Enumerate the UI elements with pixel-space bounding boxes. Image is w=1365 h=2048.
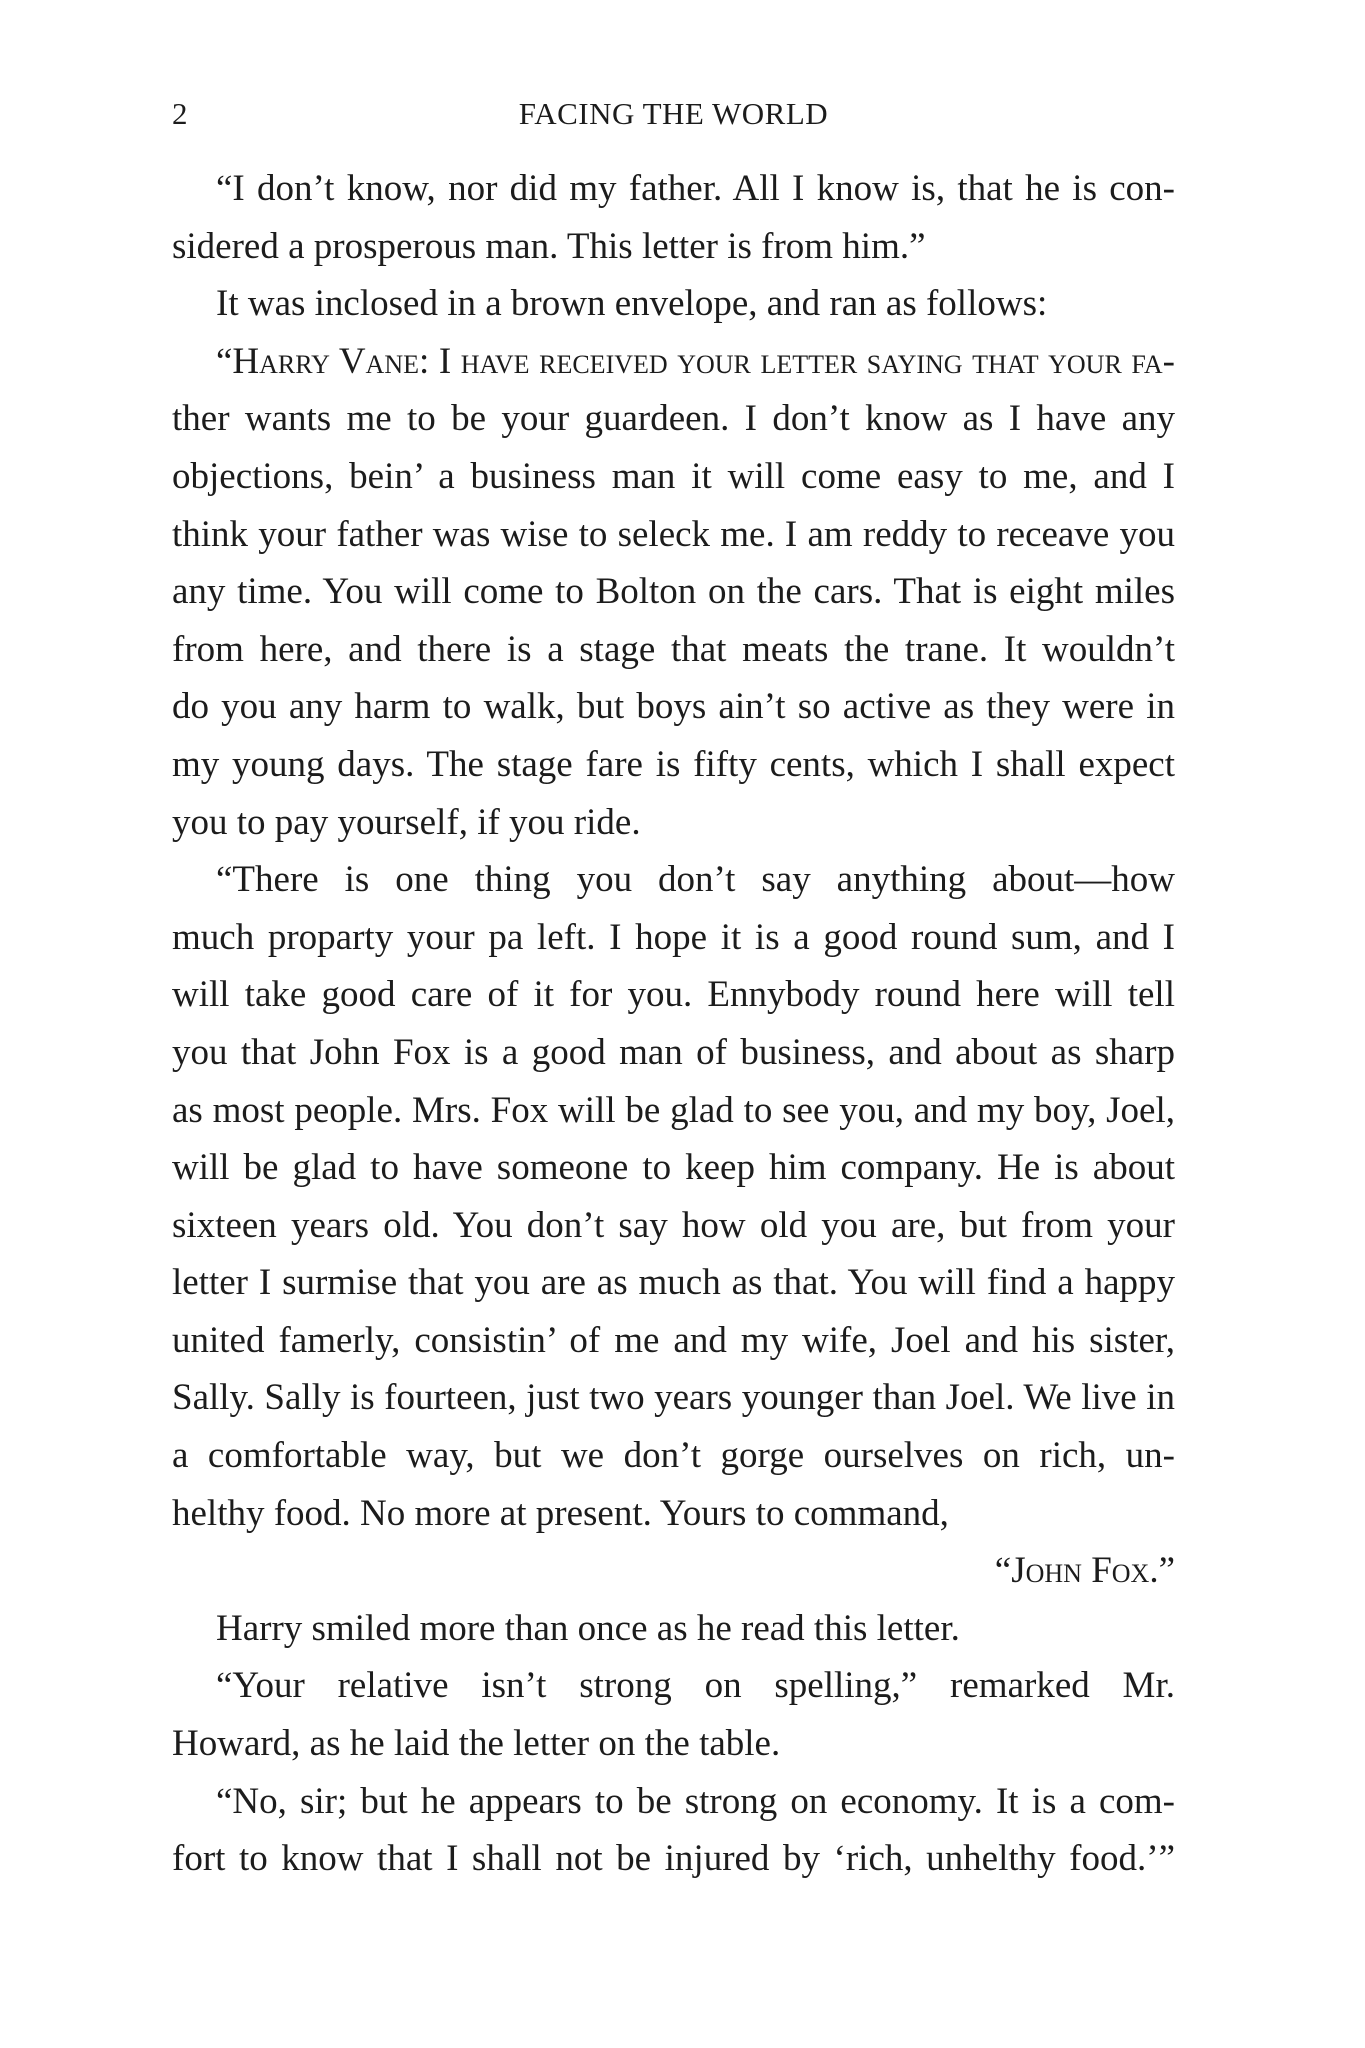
text-line: think your father was wise to seleck me. I am reddy to receave you [172, 513, 1175, 555]
text-line: sidered a prosperous man. This letter is from him.” [172, 225, 926, 267]
body-text [172, 160, 1175, 1888]
page-number: 2 [172, 96, 188, 131]
text-line: ther wants me to be your guardeen. I don’t know as I have any [172, 398, 1175, 440]
text-line: helthy food. No more at present. Yours to command, [172, 1492, 949, 1534]
text-line: “I don’t know, nor did my father. All I know is, that he is con- [216, 168, 1175, 209]
text-line: you that John Fox is a good man of business, and about as sharp [172, 1031, 1175, 1073]
text-line: Sally. Sally is fourteen, just two years younger than Joel. We live in [172, 1377, 1175, 1419]
text-line: a comfortable way, but we don’t gorge ourselves on rich, un- [172, 1435, 1175, 1477]
running-head [172, 92, 1175, 136]
text-line: much proparty your pa left. I hope it is a good round sum, and I [172, 916, 1175, 958]
text-line: as most people. Mrs. Fox will be glad to see you, and my boy, Joel, [172, 1089, 1175, 1131]
text-line: from here, and there is a stage that meats the trane. It wouldn’t [172, 628, 1175, 670]
text-line: objections, bein’ a business man it will come easy to me, and I [172, 455, 1175, 497]
text-line: united famerly, consistin’ of me and my wife, Joel and his sister, [172, 1319, 1175, 1361]
text-line: will take good care of it for you. Ennybody round here will tell [172, 974, 1175, 1016]
text-line: sixteen years old. You don’t say how old you are, but from your [172, 1204, 1175, 1246]
text-line: any time. You will come to Bolton on the cars. That is eight miles [172, 571, 1175, 613]
text-line: my young days. The stage fare is fifty cents, which I shall expect [172, 743, 1175, 785]
signature-line: “John Fox.” [994, 1550, 1175, 1592]
text-line: letter I surmise that you are as much as that. You will find a happy [172, 1262, 1175, 1304]
text-line: “No, sir; but he appears to be strong on economy. It is a com- [216, 1780, 1175, 1822]
text-line: you to pay yourself, if you ride. [172, 801, 641, 843]
text-line: “Your relative isn’t strong on spelling,” remarked Mr. [216, 1665, 1175, 1707]
running-title: FACING THE WORLD [518, 96, 829, 131]
text-line: “There is one thing you don’t say anything about—how [216, 859, 1175, 901]
text-line: do you any harm to walk, but boys ain’t so active as they were in [172, 686, 1175, 728]
text-line: It was inclosed in a brown envelope, and ran as follows: [216, 283, 1048, 325]
text-line: Howard, as he laid the letter on the table. [172, 1723, 781, 1765]
text-line: will be glad to have someone to keep him company. He is about [172, 1147, 1175, 1189]
text-line: Harry smiled more than once as he read this letter. [216, 1607, 960, 1649]
text-line: “Harry Vane: I have received your letter saying that your fa- [216, 340, 1175, 382]
text-line: fort to know that I shall not be injured by ‘rich, unhelthy food.’” [172, 1838, 1175, 1880]
